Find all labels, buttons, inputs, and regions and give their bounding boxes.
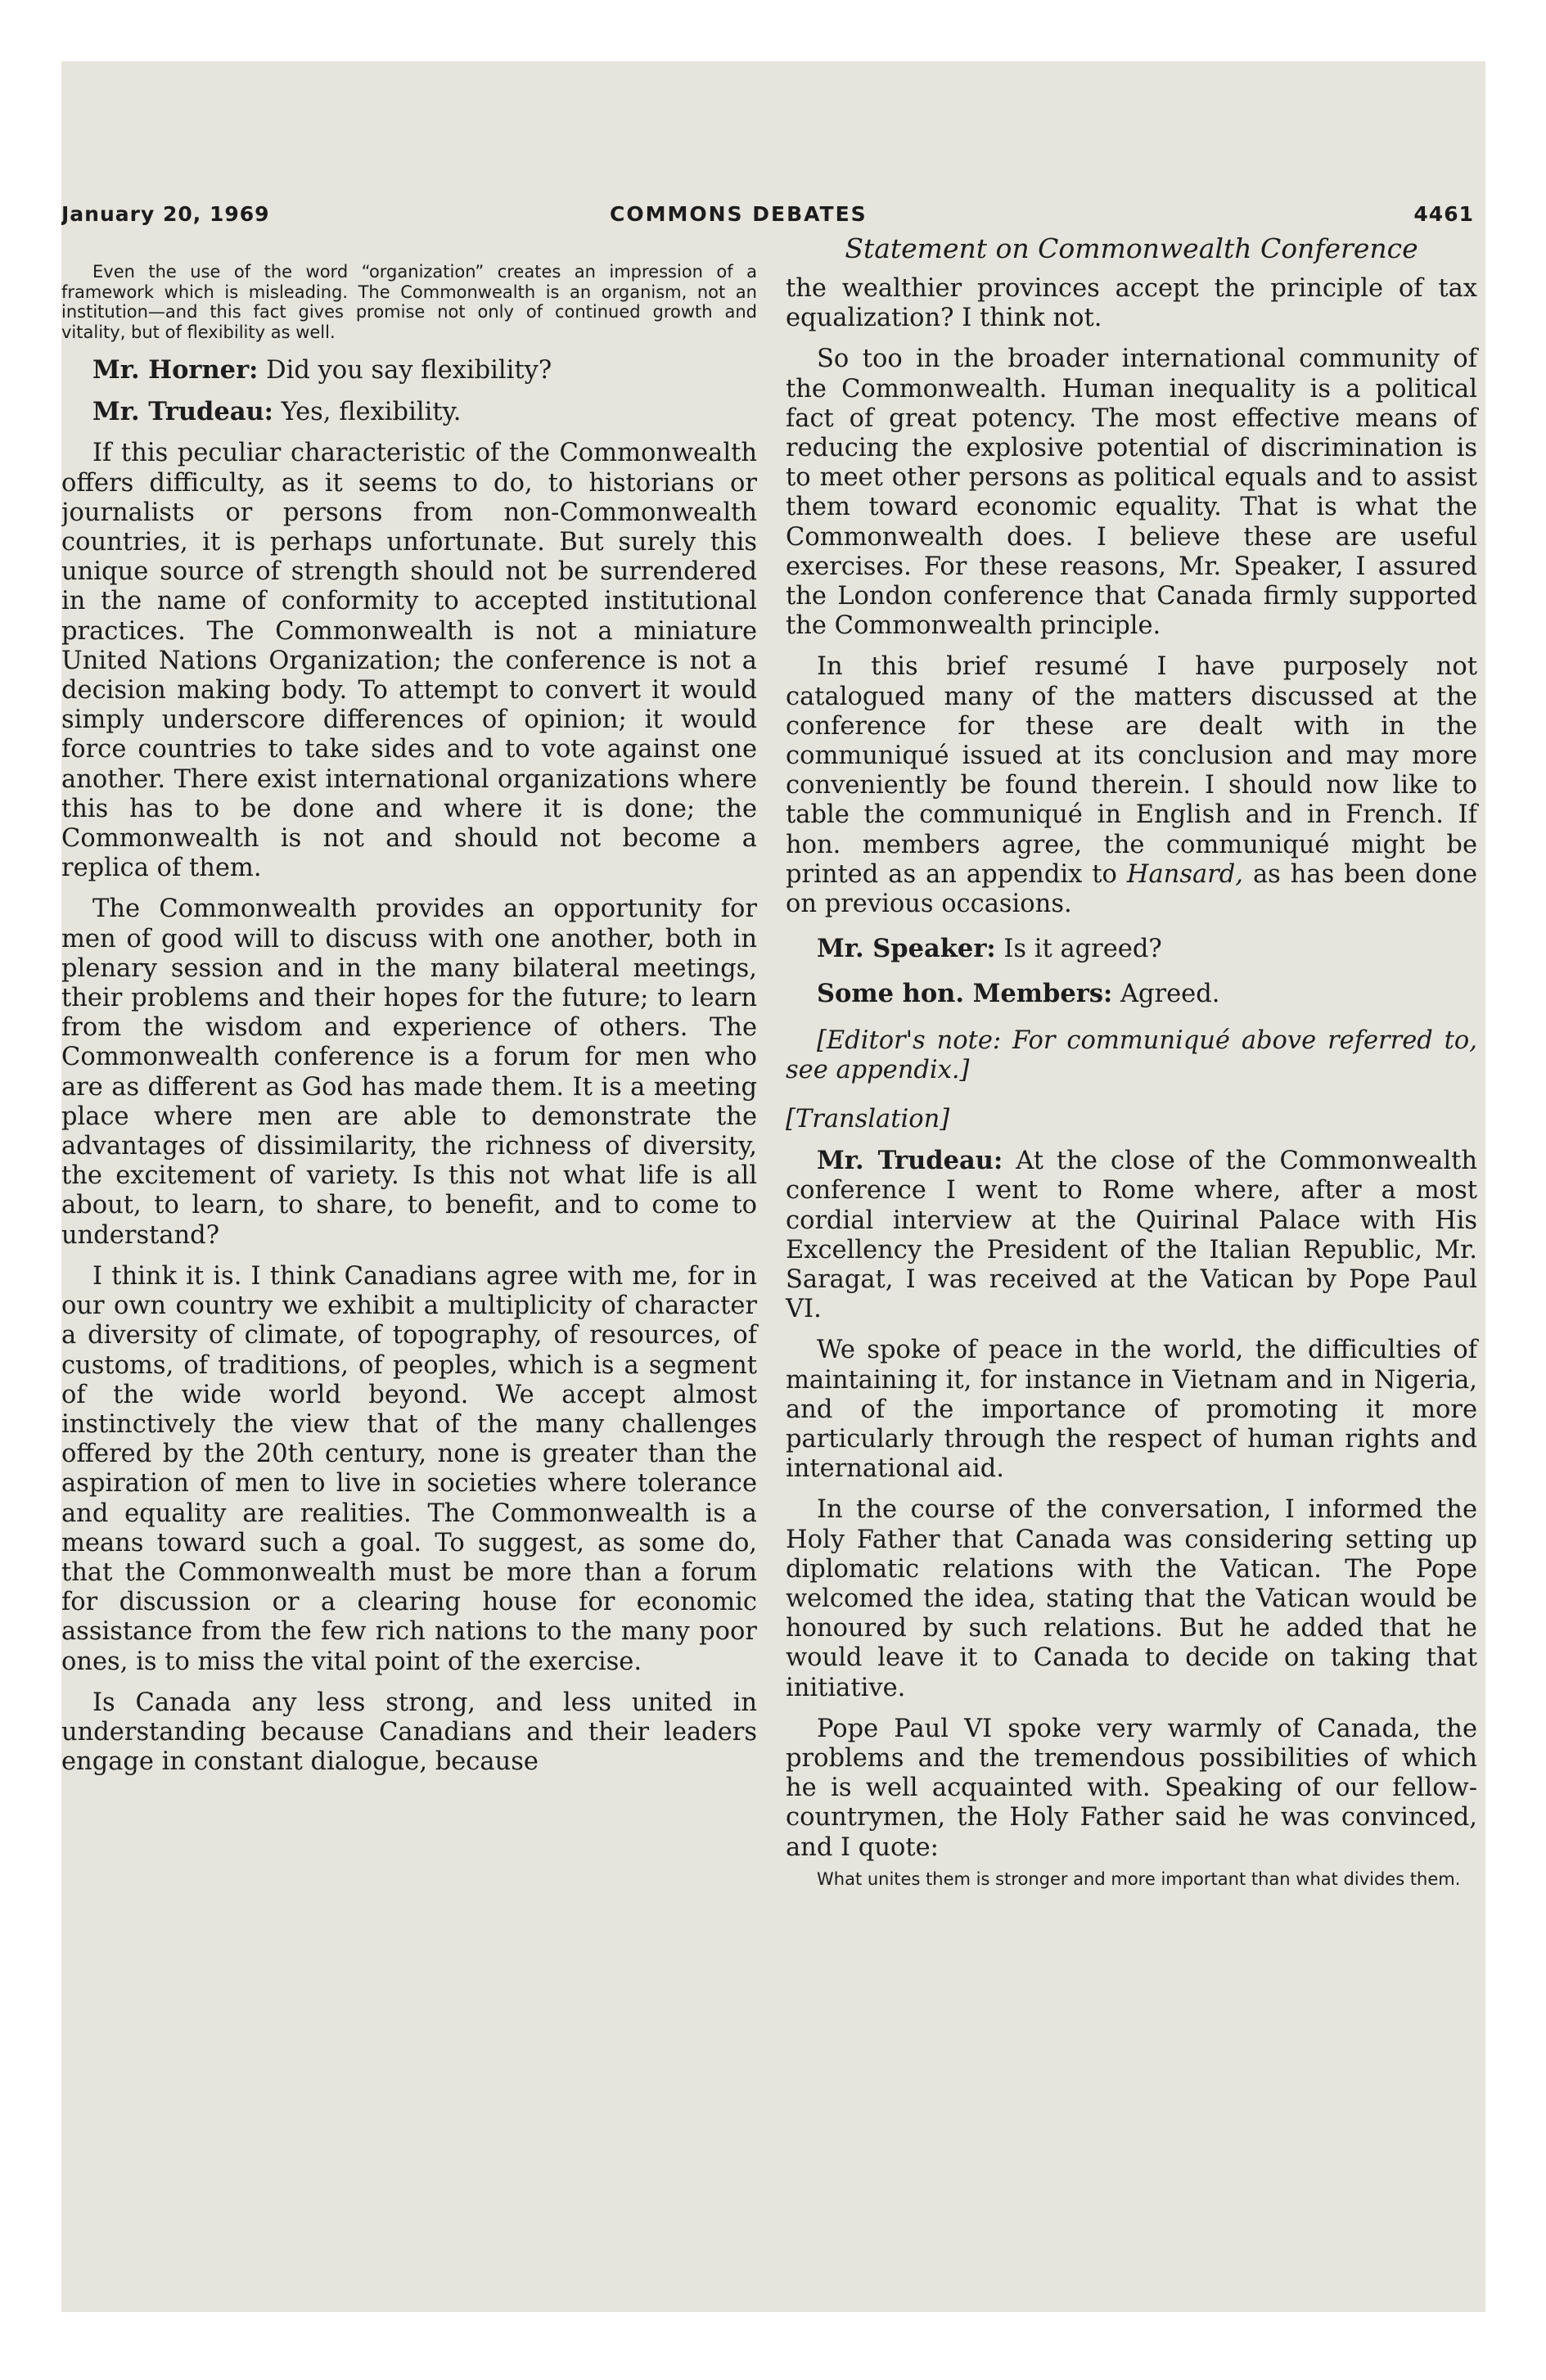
speech-text: Did you say flexibility? [266,356,552,385]
quoted-passage: Even the use of the word “organization” creates an impression of a framework which is misleading. The Commonwealth is an organism, not an institution—and this fact gives promise not only of continued growth and vitality, but of flexibility as well. [61,262,757,342]
paragraph: So too in the broader international community of the Commonwealth. Human inequality is a political fact of great potency. The most effective means of reducing the explosive potential of discrimination is to meet other persons as political equals and to assist them toward economic equality. That is what the Commonwealth does. I believe these are useful exercises. For these reasons, Mr. Speaker, I assured the London conference that Canada firmly supported the Commonwealth principle. [786,345,1477,641]
paragraph-text: In this brief resumé I have purposely not catalogued many of the matters discussed at the conference for these are dealt with in the communiqué issued at its conclusion and may more conveniently be found therein. I should now like to table the communiqué in English and in French. If hon. members agree, the communiqué might be printed as an appendix to [786,652,1477,889]
speaker-name: Mr. Speaker: [817,934,996,964]
editor-note: [Editor's note: For communiqué above referred to, see appendix.] [786,1025,1477,1084]
paragraph: Pope Paul VI spoke very warmly of Canada, the problems and the tremendous possibilities of which he is well acquainted with. Speaking of our fellow-countrymen, the Holy Father said he was convinced, and I quote: [786,1714,1477,1862]
trudeau-remark [786,1146,1477,1324]
paragraph: If this peculiar characteristic of the Commonwealth offers difficulty, as it seems to do, to historians or journalists or persons from non-Commonwealth countries, it is perhaps unfortunate. But surely this unique source of strength should not be surrendered in the name of conformity to accepted institutional practices. The Commonwealth is not a miniature United Nations Organization; the conference is not a decision making body. To attempt to convert it would simply underscore differences of opinion; it would force countries to take sides and to vote against one another. There exist international organizations where this has to be done and where it is done; the Commonwealth is not and should not become a replica of them. [61,439,757,883]
trudeau-remark [61,397,757,427]
header-date: January 20, 1969 [61,202,270,226]
header-page-number: 4461 [1413,202,1474,226]
paragraph: I think it is. I think Canadians agree with me, for in our own country we exhibit a multiplicity of character a diversity of climate, of topography, of resources, of customs, of traditions, of peoples, which is a segment of the wide world beyond. We accept almost instinctively the view that of the many challenges offered by the 20th century, none is greater than the aspiration of men to live in societies where tolerance and equality are realities. The Commonwealth is a means toward such a goal. To suggest, as some do, that the Commonwealth must be more than a forum for discussion or a clearing house for economic assistance from the few rich nations to the many poor ones, is to miss the vital point of the exercise. [61,1261,757,1676]
speech-text: Yes, flexibility. [281,398,462,427]
paragraph: the wealthier provinces accept the principle of tax equalization? I think not. [786,273,1477,333]
paragraph: The Commonwealth provides an opportunity for men of good will to discuss with one another, both in plenary session and in the many bilateral meetings, their problems and their hopes for the future; to learn from the wisdom and experience of others. The Commonwealth conference is a forum for men who are as different as God has made them. It is a meeting place where men are able to demonstrate the advantages of dissimilarity, the richness of diversity, the excitement of variety. Is this not what life is all about, to learn, to share, to benefit, and to come to understand? [61,895,757,1250]
speech-text: Agreed. [1120,980,1220,1009]
speaker-name: Mr. Trudeau: [92,397,273,427]
speaker-name: Some hon. Members: [817,979,1113,1009]
speaker-name: Mr. Trudeau: [817,1146,1003,1176]
paragraph-text: as has been done on previous occasions. [786,859,1478,918]
speaker-name: Mr. Horner: [92,355,259,385]
pope-quote: What unites them is stronger and more important than what divides them. [817,1868,1461,1889]
page-header [61,202,1485,235]
horner-remark [61,355,757,385]
section-subheading: Statement on Commonwealth Conference [845,232,1418,264]
translation-marker: [Translation] [786,1105,950,1134]
paragraph [786,652,1477,919]
paragraph: In the course of the conversation, I informed the Holy Father that Canada was considering setting up diplomatic relations with the Vatican. The Pope welcomed the idea, stating that the Vatican would be honoured by such relations. But he added that he would leave it to Canada to decide on taking that initiative. [786,1495,1477,1702]
speech-text: At the close of the Commonwealth conference I went to Rome where, after a most cordial interview at the Quirinal Palace with His Excellency the President of the Italian Republic, Mr. Saragat, I was received at the Vatican by Pope Paul VI. [786,1147,1478,1324]
paragraph: We spoke of peace in the world, the difficulties of maintaining it, for instance in Vietnam and in Nigeria, and of the importance of promoting it more particularly through the respect of human rights and international aid. [786,1336,1477,1484]
right-column [786,233,1477,1900]
header-title: COMMONS DEBATES [610,202,868,226]
speaker-remark [786,934,1477,964]
speech-text: Is it agreed? [1003,935,1162,964]
paragraph: Is Canada any less strong, and less united in understanding because Canadians and their leaders engage in constant dialogue, because [61,1688,757,1777]
page [61,61,1485,2312]
hansard-title: Hansard, [1126,859,1243,889]
members-remark [786,979,1477,1009]
left-column [61,262,757,1788]
